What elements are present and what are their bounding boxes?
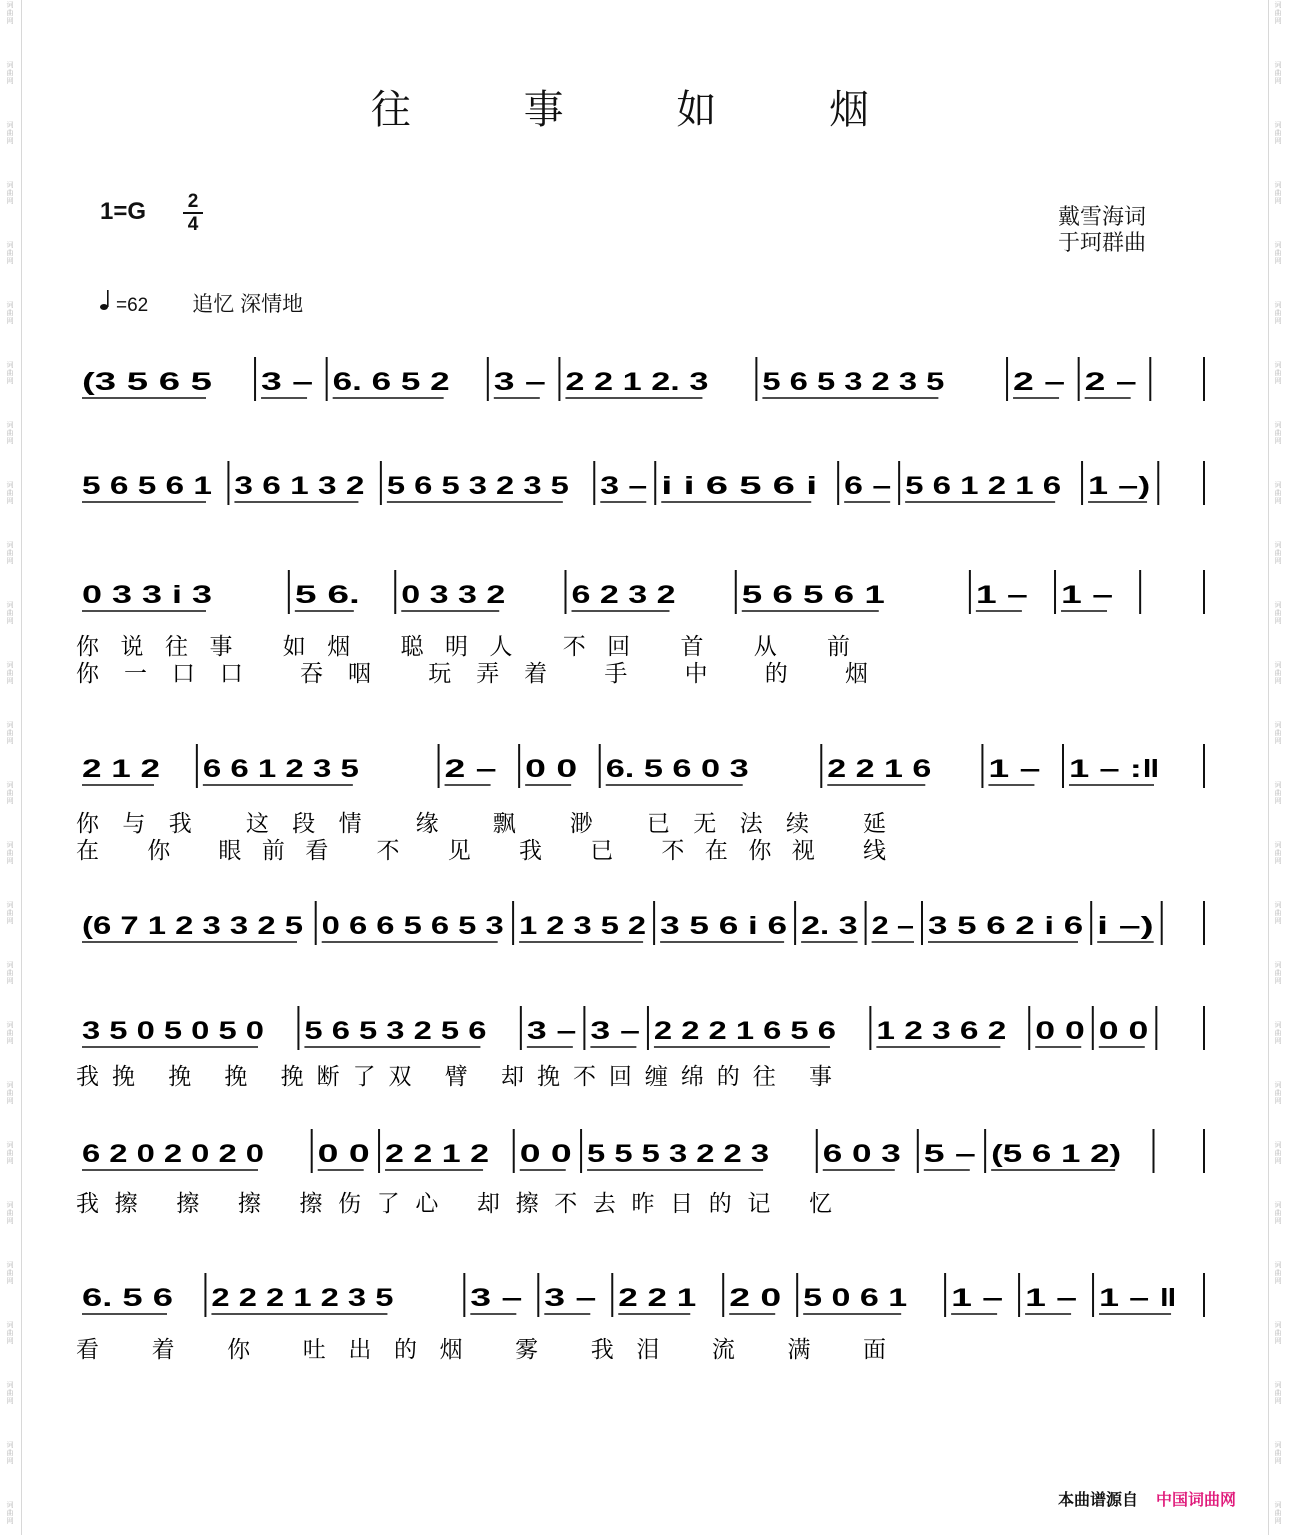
measure-notes: 6 6 1 2 3 5 xyxy=(202,755,359,783)
time-denominator: 4 xyxy=(187,214,199,235)
watermark-text: 词 曲 网 xyxy=(1274,422,1282,445)
watermark-text: 词 曲 网 xyxy=(1274,122,1282,145)
measure-notes: 5 0 6 1 xyxy=(803,1284,908,1312)
score-line xyxy=(76,1129,1204,1217)
watermark-text: 词 曲 网 xyxy=(1274,1142,1282,1165)
watermark-text: 词 曲 网 xyxy=(6,362,14,385)
watermark-text: 词 曲 网 xyxy=(1274,1442,1282,1465)
lyricist-credit: 戴雪海词 xyxy=(1058,204,1147,229)
measure-notes: i i 6 5 6 i xyxy=(661,472,818,500)
watermark-text: 词 曲 网 xyxy=(6,722,14,745)
watermark-text: 词 曲 网 xyxy=(6,62,14,85)
measure-notes: 2 2 2 1 2 3 5 xyxy=(211,1284,394,1312)
lyric-line: 在 你 眼前看 不 见 我 已 不在你视 线 xyxy=(76,838,887,864)
watermark-text: 词 曲 网 xyxy=(6,962,14,985)
watermark-text: 词 曲 网 xyxy=(6,242,14,265)
measure-notes: 6 – xyxy=(844,472,892,500)
measure-notes: 0 0 xyxy=(1035,1017,1085,1045)
measure-notes: (3 5 6 5 xyxy=(82,368,213,396)
measure-notes: 3 5 0 5 0 5 0 xyxy=(82,1017,264,1045)
watermark-text: 词 曲 网 xyxy=(1274,542,1282,565)
source-label: 本曲谱源自 xyxy=(1058,1492,1139,1509)
measure-notes: 5 5 5 3 2 2 3 xyxy=(587,1140,770,1168)
measure-notes: 1 – xyxy=(951,1284,1004,1312)
watermark-text: 词 曲 网 xyxy=(1274,782,1282,805)
source-brand: 中国词曲网 xyxy=(1156,1492,1237,1509)
watermark-text: 词 曲 网 xyxy=(1274,1022,1282,1045)
measure-notes: 5 6 5 6 1 xyxy=(741,581,885,609)
lyric-line: 你说往事 如烟 聪明人 不回 首 从 前 xyxy=(76,634,850,660)
measure-notes: 3 5 6 i 6 xyxy=(660,912,788,940)
lyric-line: 我擦 擦 擦 擦伤了心 却擦不去昨日的记 忆 xyxy=(76,1191,832,1217)
song-title: 往 事 如 烟 xyxy=(370,87,920,133)
watermark-text: 词 曲 网 xyxy=(6,1082,14,1105)
measure-notes: 3 6 1 3 2 xyxy=(234,472,365,500)
measure-notes: 1 – :‖ xyxy=(1069,755,1160,783)
measure-notes: 2 2 1 2 xyxy=(385,1140,490,1168)
measure-notes: 2. 3 xyxy=(801,912,858,940)
measure-notes: 6 2 0 2 0 2 0 xyxy=(82,1140,264,1168)
score-line xyxy=(76,1006,1204,1090)
watermark-text: 词 曲 网 xyxy=(6,302,14,325)
watermark-text: 词 曲 网 xyxy=(1274,482,1282,505)
measure-notes: 1 – xyxy=(1025,1284,1078,1312)
watermark-text: 词 曲 网 xyxy=(6,122,14,145)
measure-notes: 5 6 5 3 2 5 6 xyxy=(304,1017,487,1045)
watermark-text: 词 曲 网 xyxy=(6,1202,14,1225)
tempo-mood: 追忆 深情地 xyxy=(192,293,304,316)
measure-notes: 2 2 1 6 xyxy=(827,755,932,783)
measure-notes: 5 6 5 3 2 3 5 xyxy=(386,472,569,500)
lyric-line: 我挽 挽 挽 挽断了双 臂 却挽不回缠绵的往 事 xyxy=(76,1064,832,1090)
watermark-text: 词 曲 网 xyxy=(6,842,14,865)
measure-notes: 0 6 6 5 6 5 3 xyxy=(321,912,504,940)
source-credit xyxy=(1058,1487,1236,1510)
watermark-text: 词 曲 网 xyxy=(6,1262,14,1285)
measure-notes: 1 – ‖ xyxy=(1099,1284,1178,1312)
watermark-text: 词 曲 网 xyxy=(1274,1262,1282,1285)
lyric-line: 你一口口 吞咽 玩弄着 手 中 的 烟 xyxy=(76,661,868,687)
watermark-text: 词 曲 网 xyxy=(6,2,14,25)
measure-notes: 5 6. xyxy=(294,581,360,609)
measure-notes: 3 – xyxy=(544,1284,597,1312)
measure-notes: (6 7 1 2 3 3 2 5 xyxy=(82,912,304,940)
watermark-text: 词 曲 网 xyxy=(1274,902,1282,925)
measure-notes: 5 6 5 6 1 xyxy=(82,472,213,500)
watermark-text: 词 曲 网 xyxy=(6,1502,14,1525)
measure-notes: 2 – xyxy=(1013,368,1066,396)
measure-notes: 3 – xyxy=(470,1284,523,1312)
measure-notes: 0 0 xyxy=(525,755,578,783)
measure-notes: 2 2 2 1 6 5 6 xyxy=(653,1017,836,1045)
measure-notes: 2 – xyxy=(1084,368,1137,396)
watermark-text: 词 曲 网 xyxy=(6,1022,14,1045)
measure-notes: 5 6 1 2 1 6 xyxy=(905,472,1062,500)
watermark-text: 词 曲 网 xyxy=(1274,962,1282,985)
watermark-text: 词 曲 网 xyxy=(1274,1502,1282,1525)
key-label: 1=G xyxy=(100,198,147,225)
measure-notes: 6. 6 5 2 xyxy=(332,368,450,396)
watermark-text: 词 曲 网 xyxy=(6,782,14,805)
score-line xyxy=(82,901,1204,945)
watermark-text: 词 曲 网 xyxy=(1274,1202,1282,1225)
watermark-text: 词 曲 网 xyxy=(1274,1082,1282,1105)
watermark-text: 词 曲 网 xyxy=(1274,602,1282,625)
measure-notes: 1 2 3 6 2 xyxy=(876,1017,1007,1045)
measure-notes: 3 – xyxy=(600,472,648,500)
measure-notes: 6 2 3 2 xyxy=(571,581,676,609)
measure-notes: 1 2 3 5 2 xyxy=(519,912,647,940)
score-line xyxy=(82,357,1204,401)
measure-notes: 0 3 3 2 xyxy=(401,581,506,609)
measure-notes: 2 – xyxy=(444,755,497,783)
measure-notes: 1 – xyxy=(1061,581,1114,609)
lyric-line: 看 着 你 吐出的烟 雾 我泪 流 满 面 xyxy=(76,1337,886,1363)
score-line xyxy=(76,1273,1204,1363)
watermark-text: 词 曲 网 xyxy=(1274,1382,1282,1405)
watermark-text: 词 曲 网 xyxy=(1274,362,1282,385)
watermark-text: 词 曲 网 xyxy=(6,602,14,625)
measure-notes: 3 – xyxy=(590,1017,641,1045)
measure-notes: 0 0 xyxy=(519,1140,572,1168)
composer-credit: 于珂群曲 xyxy=(1058,230,1147,255)
lyric-line: 你与我 这段情 缘 飘 渺 已无法续 延 xyxy=(76,811,886,837)
time-numerator: 2 xyxy=(187,191,199,212)
measure-notes: 6. 5 6 xyxy=(82,1284,173,1312)
watermark-text: 词 曲 网 xyxy=(6,1142,14,1165)
watermark-text: 词 曲 网 xyxy=(6,1382,14,1405)
measure-notes: (5 6 1 2) xyxy=(991,1140,1122,1168)
watermark-text: 词 曲 网 xyxy=(6,662,14,685)
watermark-text: 词 曲 网 xyxy=(6,542,14,565)
watermark-text: 词 曲 网 xyxy=(6,182,14,205)
measure-notes: 2 0 xyxy=(729,1284,782,1312)
watermark-text: 词 曲 网 xyxy=(1274,2,1282,25)
measure-notes: 3 – xyxy=(493,368,546,396)
measure-notes: 0 0 xyxy=(317,1140,370,1168)
score-line xyxy=(76,570,1204,687)
watermark-text: 词 曲 网 xyxy=(1274,242,1282,265)
measure-notes: 2 2 1 xyxy=(618,1284,697,1312)
measure-notes: i –) xyxy=(1097,912,1154,940)
measure-notes: 5 – xyxy=(923,1140,976,1168)
score-line xyxy=(76,744,1204,864)
watermark-text: 词 曲 网 xyxy=(1274,182,1282,205)
watermark-text: 词 曲 网 xyxy=(6,1322,14,1345)
watermark-text: 词 曲 网 xyxy=(6,482,14,505)
measure-notes: 0 3 3 i 3 xyxy=(82,581,212,609)
measure-notes: 6. 5 6 0 3 xyxy=(605,755,749,783)
watermark-text: 词 曲 网 xyxy=(1274,842,1282,865)
measure-notes: 5 6 5 3 2 3 5 xyxy=(762,368,945,396)
watermark-text: 词 曲 网 xyxy=(1274,662,1282,685)
measure-notes: 3 5 6 2 i 6 xyxy=(928,912,1084,940)
measure-notes: 1 – xyxy=(975,581,1029,609)
measure-notes: 1 –) xyxy=(1088,472,1151,500)
measure-notes: 1 – xyxy=(988,755,1041,783)
measure-notes: 3 – xyxy=(526,1017,577,1045)
watermark-text: 词 曲 网 xyxy=(1274,722,1282,745)
watermark-text: 词 曲 网 xyxy=(1274,302,1282,325)
watermark-text: 词 曲 网 xyxy=(1274,62,1282,85)
measure-notes: 2 1 2 xyxy=(82,755,160,783)
measure-notes: 6 0 3 xyxy=(822,1140,901,1168)
watermark-text: 词 曲 网 xyxy=(6,902,14,925)
measure-notes: 3 – xyxy=(261,368,314,396)
measure-notes: 2 – xyxy=(871,912,915,940)
tempo-bpm: =62 xyxy=(116,295,149,316)
watermark-text: 词 曲 网 xyxy=(6,1442,14,1465)
watermark-text: 词 曲 网 xyxy=(1274,1322,1282,1345)
score-line xyxy=(82,461,1204,505)
measure-notes: 0 0 xyxy=(1098,1017,1149,1045)
watermark-text: 词 曲 网 xyxy=(6,422,14,445)
measure-notes: 2 2 1 2. 3 xyxy=(565,368,709,396)
